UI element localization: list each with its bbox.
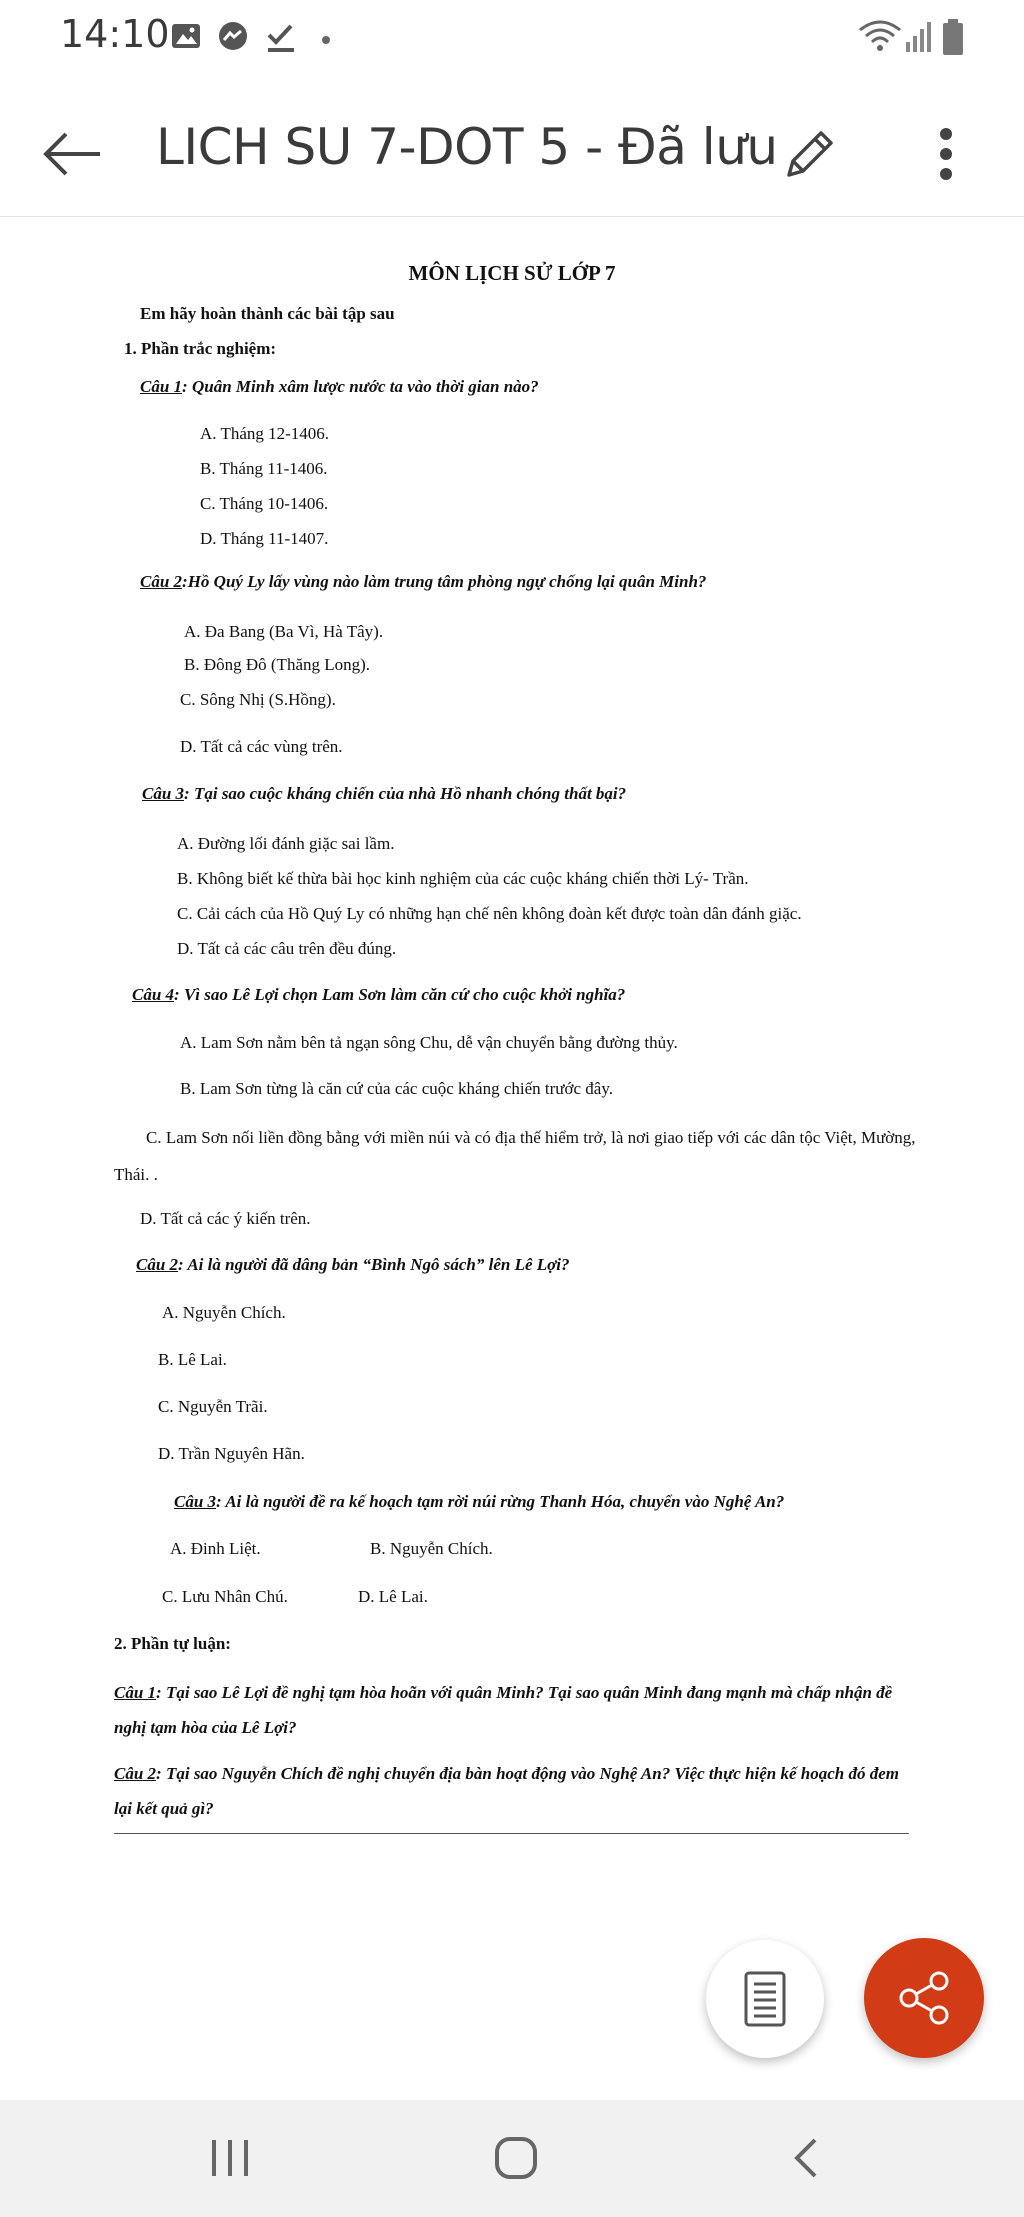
question-label: Câu 1 (114, 1683, 157, 1702)
question-text: : Ai là người đề ra kế hoạch tạm rời núi rừng Thanh Hóa, chuyển vào Nghệ An? (216, 1492, 785, 1511)
essay-question-2 (114, 1764, 899, 1784)
notification-dot (322, 36, 330, 44)
question-3 (142, 784, 626, 804)
question-label: Câu 1 (140, 377, 183, 396)
image-notification-icon (170, 20, 202, 52)
question-4 (132, 985, 625, 1005)
question-label: Câu 3 (174, 1492, 217, 1511)
chevron-left-icon (791, 2136, 821, 2180)
option: B. Lam Sơn từng là căn cứ của các cuộc kháng chiến trước đây. (180, 1079, 613, 1098)
option: C. Cải cách của Hồ Quý Ly có những hạn chế nên không đoàn kết được toàn dân đánh giặc. (177, 904, 802, 923)
status-bar (0, 0, 1024, 80)
question-text: :Hồ Quý Ly lấy vùng nào làm trung tâm phòng ngự chống lại quân Minh? (182, 572, 707, 591)
option: D. Tháng 11-1407. (200, 529, 329, 548)
option: Thái. . (114, 1165, 158, 1184)
wifi-icon (858, 18, 902, 54)
pencil-icon (781, 125, 839, 183)
recent-apps-icon (208, 2138, 252, 2178)
option: D. Lê Lai. (358, 1587, 428, 1606)
option: B. Đông Đô (Thăng Long). (184, 655, 371, 674)
essay-question-1-cont: nghị tạm hòa của Lê Lợi? (114, 1718, 297, 1737)
arrow-back-icon (42, 132, 102, 176)
option: C. Lưu Nhân Chú. (162, 1587, 288, 1606)
option: A. Đa Bang (Ba Vì, Hà Tây). (184, 622, 384, 641)
edit-button[interactable] (770, 114, 850, 194)
share-icon (895, 1969, 953, 2027)
signal-icon (904, 18, 934, 54)
option: B. Lê Lai. (158, 1350, 227, 1369)
question-text: : Tại sao Lê Lợi đề nghị tạm hòa hoãn với quân Minh? Tại sao quân Minh đang mạnh mà chấp nhận đề (156, 1683, 893, 1702)
option: C. Sông Nhị (S.Hồng). (180, 690, 336, 709)
question-label: Câu 4 (132, 985, 175, 1004)
part1-heading: 1. Phần trắc nghiệm: (124, 339, 277, 358)
option: C. Nguyễn Trãi. (158, 1397, 268, 1416)
option: A. Đinh Liệt. (170, 1539, 261, 1558)
battery-icon (942, 18, 964, 56)
nav-back-button[interactable] (756, 2118, 856, 2198)
home-button[interactable] (466, 2118, 566, 2198)
question-text: : Vì sao Lê Lợi chọn Lam Sơn làm căn cứ cho cuộc khởi nghĩa? (174, 985, 626, 1004)
question-label: Câu 2 (136, 1255, 179, 1274)
option: A. Lam Sơn nằm bên tả ngạn sông Chu, dễ vận chuyển bằng đường thủy. (180, 1033, 678, 1052)
bottom-rule (114, 1833, 909, 1834)
home-icon (494, 2136, 538, 2180)
question-text: : Tại sao cuộc kháng chiến của nhà Hồ nhanh chóng thất bại? (184, 784, 627, 803)
doc-intro: Em hãy hoàn thành các bài tập sau (140, 304, 395, 323)
question-1 (140, 377, 539, 397)
option: B. Tháng 11-1406. (200, 459, 328, 478)
option: D. Tất cả các ý kiến trên. (140, 1209, 311, 1228)
option: A. Tháng 12-1406. (200, 424, 330, 443)
doc-heading: MÔN LỊCH SỬ LỚP 7 (408, 261, 616, 285)
essay-question-1 (114, 1683, 892, 1703)
option: C. Lam Sơn nối liền đồng bằng với miền núi và có địa thế hiểm trở, là nơi giao tiếp với các dân tộc Việt, Mường, (146, 1128, 916, 1147)
essay-question-2-cont: lại kết quả gì? (114, 1799, 214, 1818)
option: B. Không biết kế thừa bài học kinh nghiệm của các cuộc kháng chiến thời Lý- Trần. (177, 869, 749, 888)
part2-heading: 2. Phần tự luận: (114, 1634, 231, 1653)
question-5 (136, 1255, 570, 1275)
more-vertical-icon (938, 126, 954, 182)
reading-view-button[interactable] (706, 1940, 824, 2058)
document-view-icon (743, 1970, 787, 2028)
option: A. Đường lối đánh giặc sai lầm. (177, 834, 395, 853)
messenger-icon (216, 20, 250, 54)
app-bar (0, 80, 1024, 217)
status-time: 14:10 (60, 12, 170, 56)
option: D. Tất cả các câu trên đều đúng. (177, 939, 397, 958)
question-label: Câu 2 (140, 572, 183, 591)
more-options-button[interactable] (906, 114, 986, 194)
back-button[interactable] (32, 114, 112, 194)
question-label: Câu 3 (142, 784, 185, 803)
option: D. Tất cả các vùng trên. (180, 737, 343, 756)
document-title: LICH SU 7-DOT 5 - Đã lưu (156, 118, 778, 176)
recent-apps-button[interactable] (180, 2118, 280, 2198)
system-nav-bar (0, 2100, 1024, 2217)
share-button[interactable] (864, 1938, 984, 2058)
option: B. Nguyễn Chích. (370, 1539, 493, 1558)
question-2 (140, 572, 706, 592)
option: D. Trần Nguyên Hãn. (158, 1444, 305, 1463)
question-text: : Tại sao Nguyễn Chích đề nghị chuyển địa bàn hoạt động vào Nghệ An? Việc thực hiện kế hoạch đó đem (156, 1764, 900, 1783)
option: A. Nguyễn Chích. (162, 1303, 286, 1322)
question-text: : Quân Minh xâm lược nước ta vào thời gian nào? (182, 377, 539, 396)
question-text: : Ai là người đã dâng bản “Bình Ngô sách” lên Lê Lợi? (178, 1255, 570, 1274)
option: C. Tháng 10-1406. (200, 494, 329, 513)
check-notification-icon (264, 20, 298, 54)
document-page[interactable] (0, 217, 1024, 2100)
question-label: Câu 2 (114, 1764, 157, 1783)
question-6 (174, 1492, 784, 1512)
